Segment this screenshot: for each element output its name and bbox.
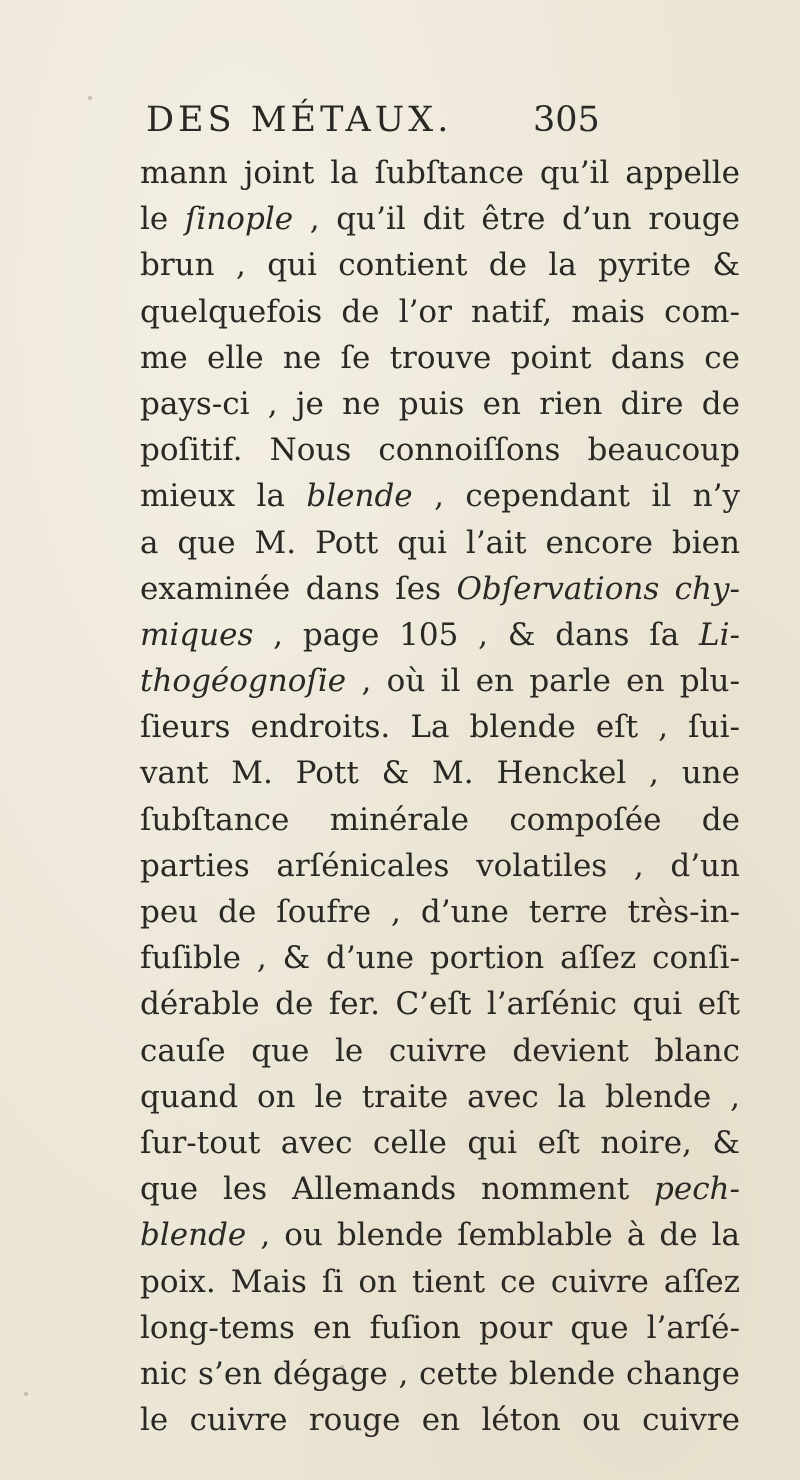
text-run: poſitif. Nous connoiſſons beaucoup: [140, 432, 740, 469]
text-run: dérable de fer. C’eſt l’arſénic qui eſt: [140, 986, 740, 1023]
text-run: a que M. Pott qui l’ait encore bien: [140, 524, 740, 561]
paper-speck: [340, 1365, 344, 1369]
text-line: [140, 981, 740, 1027]
italic-term: blende: [306, 478, 413, 515]
text-line: [140, 289, 740, 335]
text-run: quelquefois de l’or natif, mais com-: [140, 293, 740, 330]
text-line: [140, 843, 740, 889]
text-run: ſubſtance minérale compoſée de: [140, 801, 740, 838]
text-run: fuſible , & d’une portion aſſez conſi-: [140, 940, 740, 977]
text-line: [140, 150, 740, 196]
italic-term: ſinople: [184, 201, 294, 238]
text-line: [140, 1028, 740, 1074]
text-run: cauſe que le cuivre devient blanc: [140, 1032, 740, 1069]
italic-term: Li-: [699, 616, 740, 653]
text-run: long-tems en fuſion pour que l’arſé-: [140, 1309, 740, 1346]
italic-term: blende: [140, 1217, 247, 1254]
italic-term: miques: [140, 616, 254, 653]
text-run: ſur-tout avec celle qui eſt noire, &: [140, 1124, 740, 1161]
text-line: [140, 242, 740, 288]
text-run: poix. Mais ſi on tient ce cuivre aſſez: [140, 1263, 740, 1300]
text-run: , cependant il n’y: [412, 478, 740, 515]
text-line: [140, 1351, 740, 1397]
text-run: mann joint la ſubſtance qu’il appelle: [140, 155, 740, 191]
text-line: [140, 750, 740, 796]
italic-term: thogéognoſie: [140, 663, 347, 700]
text-line: [140, 427, 740, 473]
text-run: , où il en parle en plu-: [346, 663, 740, 700]
text-run: , page 105 , & dans ſa: [253, 616, 700, 653]
text-run: , ou blende ſemblable à de la: [246, 1217, 740, 1254]
text-line: [140, 1212, 740, 1258]
text-run: quand on le traite avec la blende ,: [140, 1078, 740, 1115]
paper-speck: [88, 96, 92, 100]
text-run: peu de ſoufre , d’une terre très-in-: [140, 894, 740, 930]
text-line: [140, 520, 740, 566]
body-text: [140, 150, 760, 1443]
text-line: [140, 196, 740, 242]
text-run: que les Allemands nomment: [140, 1171, 654, 1208]
text-line: [140, 1259, 740, 1305]
text-line: [140, 1166, 740, 1212]
text-run: ſieurs endroits. La blende eſt , ſui-: [140, 709, 740, 746]
text-run: parties arſénicales volatiles , d’un: [140, 847, 740, 884]
running-title: DES MÉTAUX.: [146, 100, 453, 140]
text-run: brun , qui contient de la pyrite &: [140, 247, 740, 284]
text-line: [140, 1120, 740, 1166]
text-run: vant M. Pott & M. Henckel , une: [140, 755, 740, 792]
text-run: le cuivre rouge en léton ou cuivre: [140, 1402, 740, 1439]
text-line: [140, 704, 740, 750]
text-line: [140, 1397, 740, 1443]
paper-speck: [24, 1392, 28, 1396]
page-number: 305: [533, 100, 600, 140]
text-run: mieux la: [140, 478, 307, 515]
text-line: [140, 797, 740, 843]
text-line: [140, 612, 740, 658]
text-line: [140, 335, 740, 381]
text-line: [140, 381, 740, 427]
italic-term: Obſervations chy-: [456, 570, 740, 607]
text-run: pays-ci , je ne puis en rien dire de: [140, 385, 740, 422]
text-line: [140, 935, 740, 981]
text-line: [140, 889, 740, 935]
text-line: [140, 1305, 740, 1351]
text-line: [140, 566, 740, 612]
italic-term: pech-: [654, 1171, 740, 1208]
text-run: , qu’il dit être d’un rouge: [293, 201, 740, 238]
text-line: [140, 658, 740, 704]
text-run: me elle ne ſe trouve point dans ce: [140, 339, 740, 376]
text-run: nic s’en dégage , cette blende change: [140, 1355, 740, 1392]
page-header: [146, 94, 746, 154]
text-line: [140, 473, 740, 519]
text-run: le: [140, 201, 185, 238]
text-run: examinée dans ſes: [140, 570, 457, 607]
text-line: [140, 1074, 740, 1120]
